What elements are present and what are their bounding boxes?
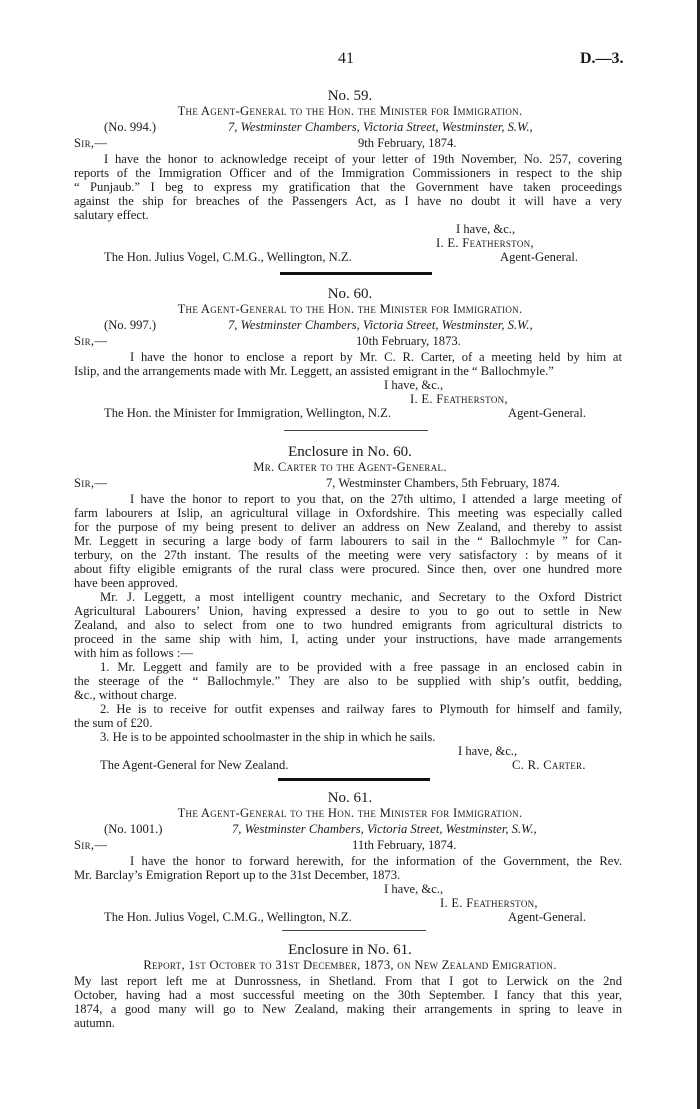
letter-signature: I. E. Featherston, xyxy=(410,392,508,406)
body-line: Mr. J. Leggett, a most intelligent country mechanic, and Secretary to the Oxford District xyxy=(100,590,622,604)
letter-closing: I have, &c., xyxy=(384,882,444,896)
letter-heading: The Agent-General to the Hon. the Minister for Immigration. xyxy=(177,104,523,118)
body-line: for the purpose of my being present to deliver an address on New Zealand, and thereby to assist xyxy=(74,520,622,534)
body-line: Zealand, and also to select from one to two hundred emigrants from agricultural districts to xyxy=(74,618,622,632)
letter-salutation: Sir,— xyxy=(74,334,108,348)
enclosure-title: Enclosure in No. 61. xyxy=(288,942,412,958)
letter-salutation: Sir,— xyxy=(74,838,108,852)
letter-address: 7, Westminster Chambers, Victoria Street, Westminster, S.W., xyxy=(232,822,537,836)
list-item: 2. He is to receive for outfit expenses and railway fares to Plymouth for himself and family, xyxy=(100,702,622,716)
letter-addressee: The Hon. the Minister for Immigration, Wellington, N.Z. xyxy=(104,406,391,420)
body-line: proceed in the same ship with him, I, acting under your instructions, have made arrangements xyxy=(74,632,622,646)
body-line: I have the honor to enclose a report by Mr. C. R. Carter, of a meeting held by him at xyxy=(130,350,622,364)
letter-addressee: The Agent-General for New Zealand. xyxy=(100,758,289,772)
body-line: I have the honor to forward herewith, for the information of the Government, the Rev. xyxy=(130,854,622,868)
list-item: 1. Mr. Leggett and family are to be provided with a free passage in an enclosed cabin in xyxy=(100,660,622,674)
page-number: 41 xyxy=(338,50,354,67)
body-line: My last report left me at Dunrossness, in Shetland. From that I got to Lerwick on the 2nd xyxy=(74,974,622,988)
list-item: 3. He is to be appointed schoolmaster in the ship in which he sails. xyxy=(100,730,436,744)
letter-closing: I have, &c., xyxy=(384,378,444,392)
letter-title: No. 59. xyxy=(327,88,373,104)
body-line: Agricultural Labourers’ Union, having expressed a desire to you to go out to settle in New xyxy=(74,604,622,618)
body-line: salutary effect. xyxy=(74,208,149,222)
letter-salutation: Sir,— xyxy=(74,476,108,490)
letter-salutation: Sir,— xyxy=(74,136,108,150)
body-line: October, having had a most successful meeting on the 30th September. I fancy that this year, xyxy=(74,988,622,1002)
body-line: I have the honor to acknowledge receipt of your letter of 19th November, No. 257, covering xyxy=(104,152,622,166)
letter-title: No. 61. xyxy=(327,790,373,806)
section-divider xyxy=(278,778,430,781)
body-line: Islip, and the arrangements made with Mr. Leggett, an assisted emigrant in the “ Ballochmyle.” xyxy=(74,364,554,378)
body-line: Mr. Barclay’s Emigration Report up to the 31st December, 1873. xyxy=(74,868,401,882)
body-line: with him as follows :— xyxy=(74,646,193,660)
letter-date: 11th February, 1874. xyxy=(352,838,457,852)
body-line: about fifty eligible emigrants of the rural class were procured. Since then, over one hundred more xyxy=(74,562,622,576)
body-line: 1874, a good many will go to New Zealand, making their arrangements in spring to leave in xyxy=(74,1002,622,1016)
letter-date-line: 7, Westminster Chambers, 5th February, 1874. xyxy=(326,476,561,490)
body-line: I have the honor to report to you that, on the 27th ultimo, I attended a large meeting of xyxy=(130,492,622,506)
letter-address: 7, Westminster Chambers, Victoria Street, Westminster, S.W., xyxy=(228,318,533,332)
body-line: reports of the Immigration Officer and of the Immigration Commissioners in respect to the ship xyxy=(74,166,622,180)
letter-date: 9th February, 1874. xyxy=(358,136,457,150)
body-line: Mr. Leggett in securing a large body of farm labourers to sail in the “ Ballochmyle ” for Can- xyxy=(74,534,622,548)
signature-title: Agent-General. xyxy=(508,406,586,420)
body-line: autumn. xyxy=(74,1016,115,1030)
section-divider xyxy=(282,930,426,931)
section-divider xyxy=(280,272,432,275)
letter-closing: I have, &c., xyxy=(458,744,518,758)
body-line: the steerage of the “ Ballochmyle.” They are also to be supplied with ship’s outfit, bedding, xyxy=(74,674,622,688)
letter-closing: I have, &c., xyxy=(456,222,516,236)
letter-addressee: The Hon. Julius Vogel, C.M.G., Wellington, N.Z. xyxy=(104,910,352,924)
body-line: have been approved. xyxy=(74,576,178,590)
letter-heading: The Agent-General to the Hon. the Minister for Immigration. xyxy=(177,806,523,820)
signature-title: Agent-General. xyxy=(508,910,586,924)
body-line: farm labourers at Islip, an agricultural village in Oxfordshire. This meeting was especially called xyxy=(74,506,622,520)
letter-signature: I. E. Featherston, xyxy=(440,896,538,910)
body-line: &c., without charge. xyxy=(74,688,177,702)
letter-heading: The Agent-General to the Hon. the Minister for Immigration. xyxy=(177,302,523,316)
letter-signature: I. E. Featherston, xyxy=(436,236,534,250)
body-line: “ Punjaub.” I beg to express my gratification that the Government have taken proceedings xyxy=(74,180,622,194)
body-line: against the ship for breaches of the Passengers Act, as I have no doubt it will have a very xyxy=(74,194,622,208)
letter-title: No. 60. xyxy=(327,286,373,302)
letter-address: 7, Westminster Chambers, Victoria Street, Westminster, S.W., xyxy=(228,120,533,134)
letter-ref-number: (No. 997.) xyxy=(104,318,157,332)
body-line: terbury, on the 27th instant. The results of the meeting were very satisfactory : by means of it xyxy=(74,548,622,562)
letter-ref-number: (No. 1001.) xyxy=(104,822,163,836)
document-reference: D.—3. xyxy=(580,50,624,67)
letter-addressee: The Hon. Julius Vogel, C.M.G., Wellington, N.Z. xyxy=(104,250,352,264)
section-divider xyxy=(284,430,428,431)
enclosure-heading: Mr. Carter to the Agent-General. xyxy=(253,460,447,474)
letter-date: 10th February, 1873. xyxy=(356,334,461,348)
letter-ref-number: (No. 994.) xyxy=(104,120,157,134)
enclosure-title: Enclosure in No. 60. xyxy=(288,444,412,460)
letter-signature: C. R. Carter. xyxy=(512,758,586,772)
body-line: the sum of £20. xyxy=(74,716,153,730)
signature-title: Agent-General. xyxy=(500,250,578,264)
enclosure-heading: Report, 1st October to 31st December, 1873, on New Zealand Emigration. xyxy=(143,958,557,972)
